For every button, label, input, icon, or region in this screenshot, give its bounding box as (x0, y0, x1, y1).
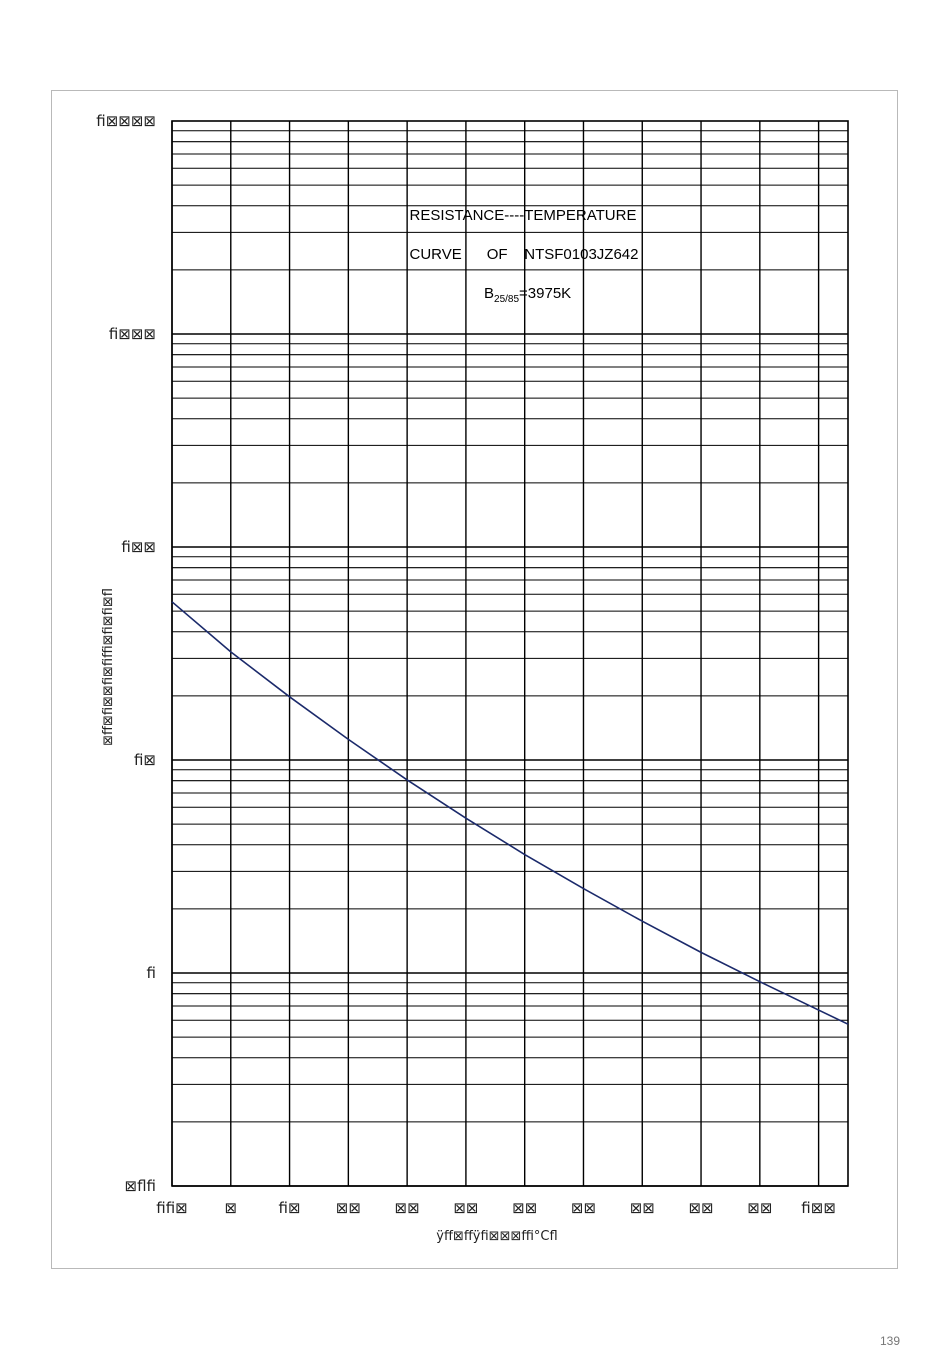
x-tick-label: ⊠⊠ (570, 1199, 597, 1217)
x-tick-label: fi⊠⊠ (801, 1199, 836, 1217)
annotation-line-1: RESISTANCE----TEMPERATURE (409, 207, 637, 224)
annotation-b-constant (484, 285, 571, 305)
x-tick-label: fifi⊠ (156, 1199, 188, 1217)
b-subscript: 25/85 (494, 294, 520, 305)
y-tick-label: fi⊠⊠⊠⊠ (96, 112, 156, 130)
y-tick-label: fi (146, 964, 156, 982)
chart-grid (172, 121, 848, 1186)
x-tick-label: ⊠⊠ (394, 1199, 420, 1217)
annotation-line-2: CURVE OF NTSF0103JZ642 (409, 246, 639, 263)
page-number: 139 (879, 1334, 900, 1348)
y-axis-label: ⊠ff⊠fi⊠⊠fi⊠fiffi⊠fi⊠fi⊠fl (101, 588, 116, 746)
x-tick-label: ⊠⊠ (629, 1199, 655, 1217)
plot-frame (172, 121, 848, 1186)
x-tick-label: ⊠⊠ (688, 1199, 714, 1217)
y-tick-label: fi⊠ (133, 751, 156, 769)
series-layer (172, 602, 848, 1024)
x-tick-label: fi⊠ (278, 1199, 301, 1217)
b-main: B (484, 285, 495, 302)
x-axis-label: ÿff⊠ffÿfi⊠⊠⊠ffi°Cfl (436, 1229, 558, 1244)
y-tick-label: fi⊠⊠ (121, 538, 156, 556)
x-tick-label: ⊠ (224, 1199, 238, 1217)
plot-border (172, 121, 848, 1186)
y-tick-label: fi⊠⊠⊠ (108, 325, 156, 343)
b-value: =3975K (519, 285, 572, 302)
x-tick-label: ⊠⊠ (453, 1199, 479, 1217)
y-tick-label: ⊠flfi (124, 1177, 156, 1195)
series-line (172, 602, 848, 1024)
x-tick-label: ⊠⊠ (747, 1199, 773, 1217)
x-tick-label: ⊠⊠ (335, 1199, 361, 1217)
x-tick-labels (156, 1199, 836, 1217)
x-tick-label: ⊠⊠ (512, 1199, 538, 1217)
